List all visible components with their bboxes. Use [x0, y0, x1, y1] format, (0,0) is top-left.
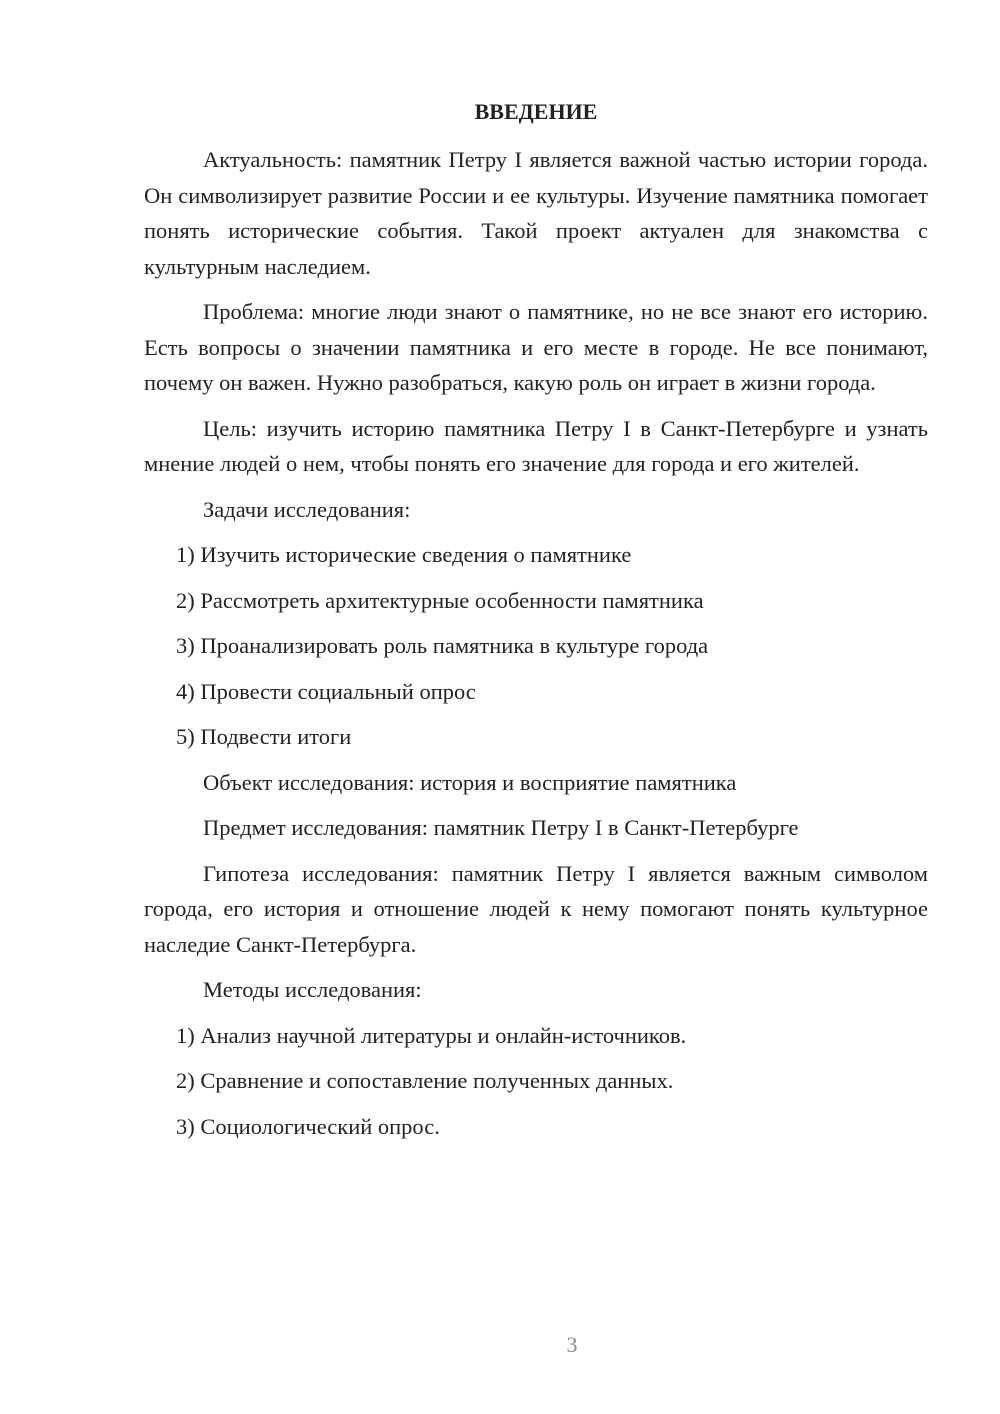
research-object: Объект исследования: история и восприятие памятника — [203, 769, 737, 795]
relevance-paragraph: Актуальность: памятник Петру I является важной частью истории города. Он символизирует развитие России и ее культуры. Изучение памятника помогает понять исторические события. Такой проект актуален для знакомства с культурным наследием. — [144, 147, 928, 279]
task-item: 2) Рассмотреть архитектурные особенности памятника — [176, 587, 704, 613]
method-item: 3) Социологический опрос. — [176, 1113, 440, 1139]
tasks-list — [144, 537, 928, 755]
task-item: 4) Провести социальный опрос — [176, 678, 476, 704]
task-item: 3) Проанализировать роль памятника в культуре города — [176, 633, 709, 658]
page-content — [144, 94, 928, 1154]
method-item: 1) Анализ научной литературы и онлайн-источников. — [176, 1022, 687, 1048]
methods-list — [144, 1018, 928, 1145]
page-number: 3 — [566, 1332, 578, 1357]
hypothesis-paragraph: Гипотеза исследования: памятник Петру I является важным символом города, его история и отношение людей к нему помогают понять культурное наследие Санкт-Петербурга. — [144, 860, 928, 957]
problem-paragraph: Проблема: многие люди знают о памятнике, но не все знают его историю. Есть вопросы о значении памятника и его месте в городе. Не все понимают, почему он важен. Нужно разобраться, какую роль он играет в жизни города. — [144, 299, 928, 395]
method-item: 2) Сравнение и сопоставление полученных данных. — [176, 1068, 674, 1093]
goal-paragraph: Цель: изучить историю памятника Петру I в Санкт-Петербурге и узнать мнение людей о нем, чтобы понять его значение для города и его жителей. — [144, 415, 928, 476]
task-item: 5) Подвести итоги — [176, 724, 352, 749]
section-title: ВВЕДЕНИЕ — [474, 99, 598, 124]
research-subject: Предмет исследования: памятник Петру I в Санкт-Петербурге — [203, 815, 799, 840]
tasks-heading: Задачи исследования: — [203, 496, 411, 522]
task-item: 1) Изучить исторические сведения о памятнике — [176, 542, 632, 567]
methods-heading: Методы исследования: — [203, 977, 422, 1002]
